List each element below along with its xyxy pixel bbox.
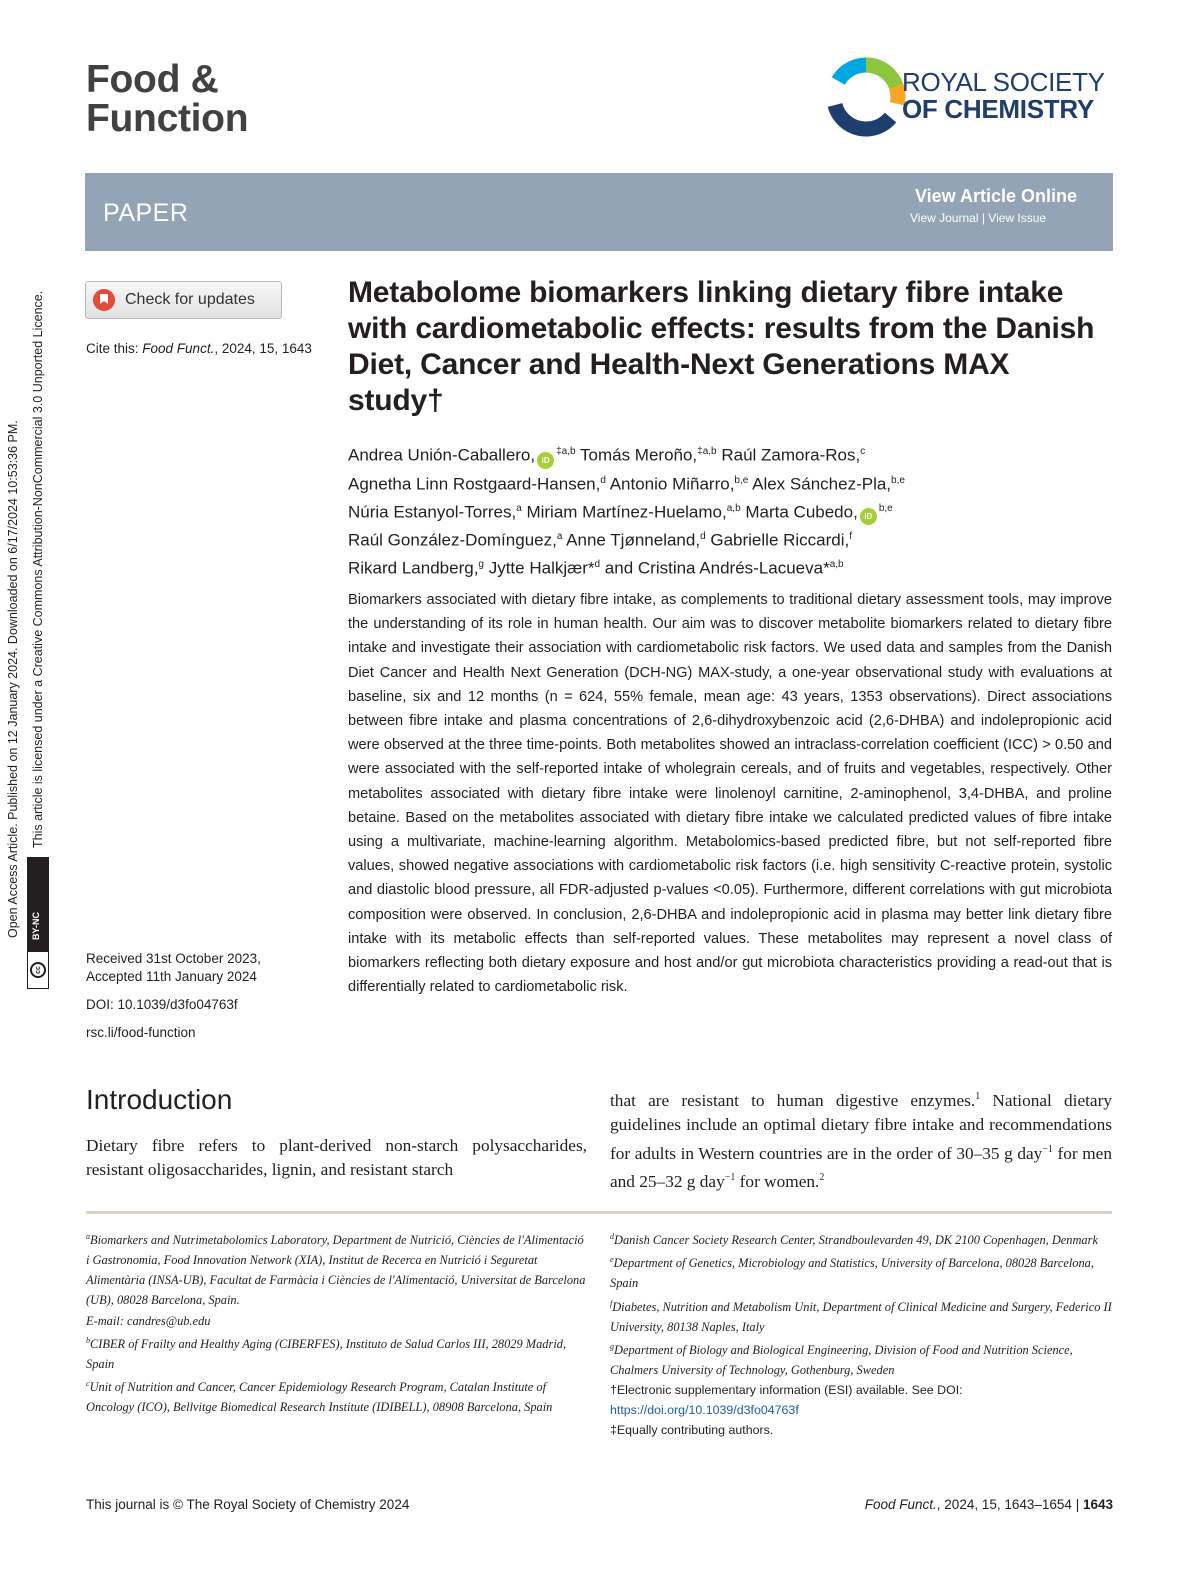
page-number: 1643 <box>1082 1497 1113 1512</box>
orcid-icon[interactable]: iD <box>537 452 554 469</box>
footnote-mark: e <box>610 1255 614 1265</box>
footnote-text: Danish Cancer Society Research Center, Strandboulevarden 49, DK 2100 Copenhagen, Denmark <box>614 1233 1098 1248</box>
intro-paragraph-right <box>610 1085 1112 1194</box>
publisher-line1: ROYAL SOCIETY <box>902 67 1105 97</box>
author[interactable]: Anne Tjønneland, <box>562 530 701 550</box>
article-dates <box>86 950 261 986</box>
affiliation-mark: c <box>860 446 866 457</box>
author[interactable]: Raúl Zamora-Ros, <box>716 445 861 465</box>
cc-licence-badge[interactable] <box>27 857 49 989</box>
esi-note <box>610 1380 1112 1420</box>
footnote-b <box>86 1331 586 1374</box>
copyright-footer: This journal is © The Royal Society of Chemistry 2024 <box>86 1497 410 1512</box>
publisher-name <box>902 69 1105 123</box>
affiliation-mark: ‡a,b <box>697 446 717 457</box>
footnotes-right <box>610 1227 1112 1440</box>
affiliation-mark: a,b <box>726 502 741 514</box>
intro-text: that are resistant to human digestive enzymes. <box>610 1090 976 1110</box>
cite-prefix: Cite this: <box>86 341 143 356</box>
doi[interactable]: DOI: 10.1039/d3fo04763f <box>86 997 238 1012</box>
esi-text: †Electronic supplementary information (ESI) available. See DOI: <box>610 1383 963 1398</box>
affiliation-mark: a <box>516 502 522 514</box>
affiliation-mark: a <box>556 531 563 543</box>
affiliation-mark: g <box>478 559 484 571</box>
footnotes-left <box>86 1227 586 1417</box>
view-article-online-link[interactable]: View Article Online <box>914 186 1077 206</box>
publisher-line2: OF CHEMISTRY <box>902 94 1094 124</box>
author[interactable]: Tomás Meroño, <box>575 445 698 465</box>
affiliation-mark: d <box>600 474 606 486</box>
author[interactable]: Raúl González-Domínguez, <box>348 530 557 550</box>
article-type-banner <box>85 173 1113 251</box>
footnote-text: Department of Biology and Biological Engineering, Division of Food and Nutrition Science, Chalmers University of Technology, Gothenburg, Sweden <box>610 1342 1073 1378</box>
check-for-updates-label: Check for updates <box>125 291 255 308</box>
author[interactable]: and Cristina Andrés-Lacueva* <box>600 558 830 578</box>
author[interactable]: Gabrielle Riccardi, <box>705 530 850 550</box>
footnote-text: Unit of Nutrition and Cancer, Cancer Epidemiology Research Program, Catalan Institute of Oncology (ICO), Bellvitge Biomedical Research Institute (IDIBELL), 08908 Barcelona, Spain <box>86 1380 553 1415</box>
creative-commons-icon: cc <box>30 962 46 978</box>
affiliation-mark: a,b <box>829 559 844 571</box>
footer-citation: , 2024, 15, 1643–1654 <box>936 1497 1072 1512</box>
cc-badge-label: BY-NC <box>31 911 41 940</box>
view-links <box>910 211 1046 225</box>
received-date: Received 31st October 2023, <box>86 951 261 966</box>
footnote-text: Diabetes, Nutrition and Metabolism Unit, Department of Clinical Medicine and Surgery, Federico II University, 80138 Naples, Italy <box>610 1299 1112 1334</box>
author[interactable]: Jytte Halkjær* <box>483 558 595 578</box>
footnote-f <box>610 1294 1112 1337</box>
footnote-c <box>86 1374 586 1417</box>
author[interactable]: Antonio Miñarro, <box>605 474 735 494</box>
footnote-g <box>610 1337 1112 1380</box>
footnote-mark: a <box>86 1232 90 1241</box>
esi-doi-link[interactable]: https://doi.org/10.1039/d3fo04763f <box>610 1403 799 1418</box>
cite-journal: Food Funct. <box>142 341 215 356</box>
check-for-updates-button[interactable] <box>85 281 282 319</box>
abstract: Biomarkers associated with dietary fibre intake, as complements to traditional dietary assessment tools, may improve the understanding of its role in human health. Our aim was to discover metabolite biomarkers related to dietary fibre intake and investigate their association with cardiometabolic risk factors. We used data and samples from the Danish Diet Cancer and Health Next Generation (DCH-NG) MAX-study, a one-year observational study with evaluations at baseline, six and 12 months (n = 624, 55% female, mean age: 43 years, 1353 observations). Direct associations between fibre intake and plasma concentrations of 2,6-dihydroxybenzoic acid (2,6-DHBA) and indolepropionic acid were observed at the three time-points. Both metabolites showed an intraclass-correlation coefficient (ICC) > 0.50 and were associated with the self-reported intake of wholegrain cereals, and of fruits and vegetables, respectively. Other metabolites associated with dietary fibre intake were linolenoyl carnitine, 2-aminophenol, 3,4-DHBA, and proline betaine. Based on the metabolites associated with dietary fibre intake we calculated predicted values of fibre intake using a multivariate, machine-learning algorithm. Metabolomics-based predicted fibre, but not self-reported fibre values, showed negative associations with cardiometabolic risk factors (i.e. high sensitivity C-reactive protein, systolic and diastolic blood pressure, all FDR-adjusted p-values <0.05). Furthermore, different correlations with gut microbiota composition were observed. In conclusion, 2,6-DHBA and indolepropionic acid in plasma may better link dietary fibre intake with its metabolic effects than self-reported values. These metabolites may represent a novel class of biomarkers reflecting both dietary exposure and host and/or gut microbiota characteristics providing a read-out that is differentially related to cardiometabolic risk. <box>348 592 1112 996</box>
author[interactable]: Núria Estanyol-Torres, <box>348 502 517 522</box>
footnote-text: Biomarkers and Nutrimetabolomics Laboratory, Department de Nutrició, Ciències de l'Alimentació i Gastronomia, Food Innovation Network (XIA), Institut de Recerca en Nutrició i Seguretat Alimentària (INSA-UB), Facultat de Farmàcia i Ciències de l'Alimentació, Universitat de Barcelona (UB), 08028 Barcelona, Spain. <box>86 1233 586 1308</box>
equal-contribution-note: ‡Equally contributing authors. <box>610 1423 774 1438</box>
affiliation-mark: d <box>594 559 601 571</box>
view-journal-link[interactable]: View Journal <box>910 211 979 225</box>
author[interactable]: Agnetha Linn Rostgaard-Hansen, <box>348 474 601 494</box>
page-footer <box>865 1497 1113 1512</box>
footnote-mark: c <box>86 1378 90 1388</box>
affiliation-mark: b,e <box>734 474 749 486</box>
footnote-text: CIBER of Frailty and Healthy Aging (CIBERFES), Instituto de Salud Carlos III, 28029 Madrid, Spain <box>86 1336 567 1371</box>
superscript: −1 <box>724 1171 736 1183</box>
footnote-mark: d <box>610 1232 614 1241</box>
footnote-mark: g <box>610 1341 614 1351</box>
journal-title <box>86 60 346 138</box>
footnote-mark: f <box>610 1298 613 1308</box>
contact-email[interactable]: E-mail: candres@ub.edu <box>86 1313 211 1328</box>
section-heading: Introduction <box>86 1084 233 1115</box>
bookmark-icon <box>93 289 115 311</box>
footnote-d <box>610 1227 1112 1250</box>
intro-text: for women. <box>735 1171 820 1191</box>
citation <box>86 341 312 356</box>
journal-title-line1: Food & <box>86 58 219 101</box>
reference-mark[interactable]: 2 <box>819 1171 825 1183</box>
licence-notice[interactable]: This article is licensed under a Creative Commons Attribution-NonCommercial 3.0 Unported Licence. <box>31 290 45 848</box>
open-access-notice: Open Access Article. Published on 12 January 2024. Downloaded on 6/17/2024 10:53:36 PM. <box>6 420 20 938</box>
author-list <box>348 440 1108 581</box>
affiliation-mark: b,e <box>878 502 893 514</box>
intro-text: for men and 25–32 g day <box>610 1143 1112 1191</box>
affiliation-mark: d <box>700 531 706 543</box>
journal-link[interactable]: rsc.li/food-function <box>86 1025 196 1040</box>
author[interactable]: Alex Sánchez-Pla, <box>748 474 892 494</box>
footer-journal: Food Funct. <box>864 1497 937 1512</box>
footnote-a <box>86 1227 586 1311</box>
intro-text: National dietary guidelines include an optimal dietary fibre intake and recommendations for adults in Western countries are in the order of 30–35 g day <box>610 1090 1112 1163</box>
affiliation-mark: f <box>849 531 853 543</box>
article-title: Metabolome biomarkers linking dietary fibre intake with cardiometabolic effects: results from the Danish Diet, Cancer and Health-Next Generations MAX study† <box>348 276 1095 417</box>
reference-mark[interactable]: 1 <box>975 1091 981 1102</box>
footnote-e <box>610 1250 1112 1293</box>
author[interactable]: Marta Cubedo, <box>740 502 858 522</box>
accepted-date: Accepted 11th January 2024 <box>86 969 257 984</box>
journal-title-line2: Function <box>86 97 249 140</box>
link-separator: | <box>978 211 989 225</box>
cite-details: , 2024, 15, 1643 <box>214 341 312 356</box>
author[interactable]: Miriam Martínez-Huelamo, <box>521 502 727 522</box>
footnote-text: Department of Genetics, Microbiology and Statistics, University of Barcelona, 08028 Barcelona, Spain <box>610 1256 1094 1291</box>
footer-separator: | <box>1071 1497 1083 1512</box>
footnote-mark: b <box>86 1335 90 1345</box>
superscript: −1 <box>1042 1143 1053 1155</box>
affiliation-mark: ‡a,b <box>556 446 576 457</box>
affiliation-mark: b,e <box>891 474 905 486</box>
footnote-divider <box>86 1211 1112 1214</box>
view-issue-link[interactable]: View Issue <box>988 211 1047 225</box>
author[interactable]: Andrea Unión-Caballero, <box>348 445 536 465</box>
intro-paragraph-left: Dietary fibre refers to plant-derived non-starch polysaccharides, resistant oligosaccharides, lignin, and resistant starch <box>86 1136 587 1180</box>
author[interactable]: Rikard Landberg, <box>348 558 479 578</box>
article-type: PAPER <box>103 199 189 227</box>
orcid-icon[interactable]: iD <box>860 508 877 525</box>
